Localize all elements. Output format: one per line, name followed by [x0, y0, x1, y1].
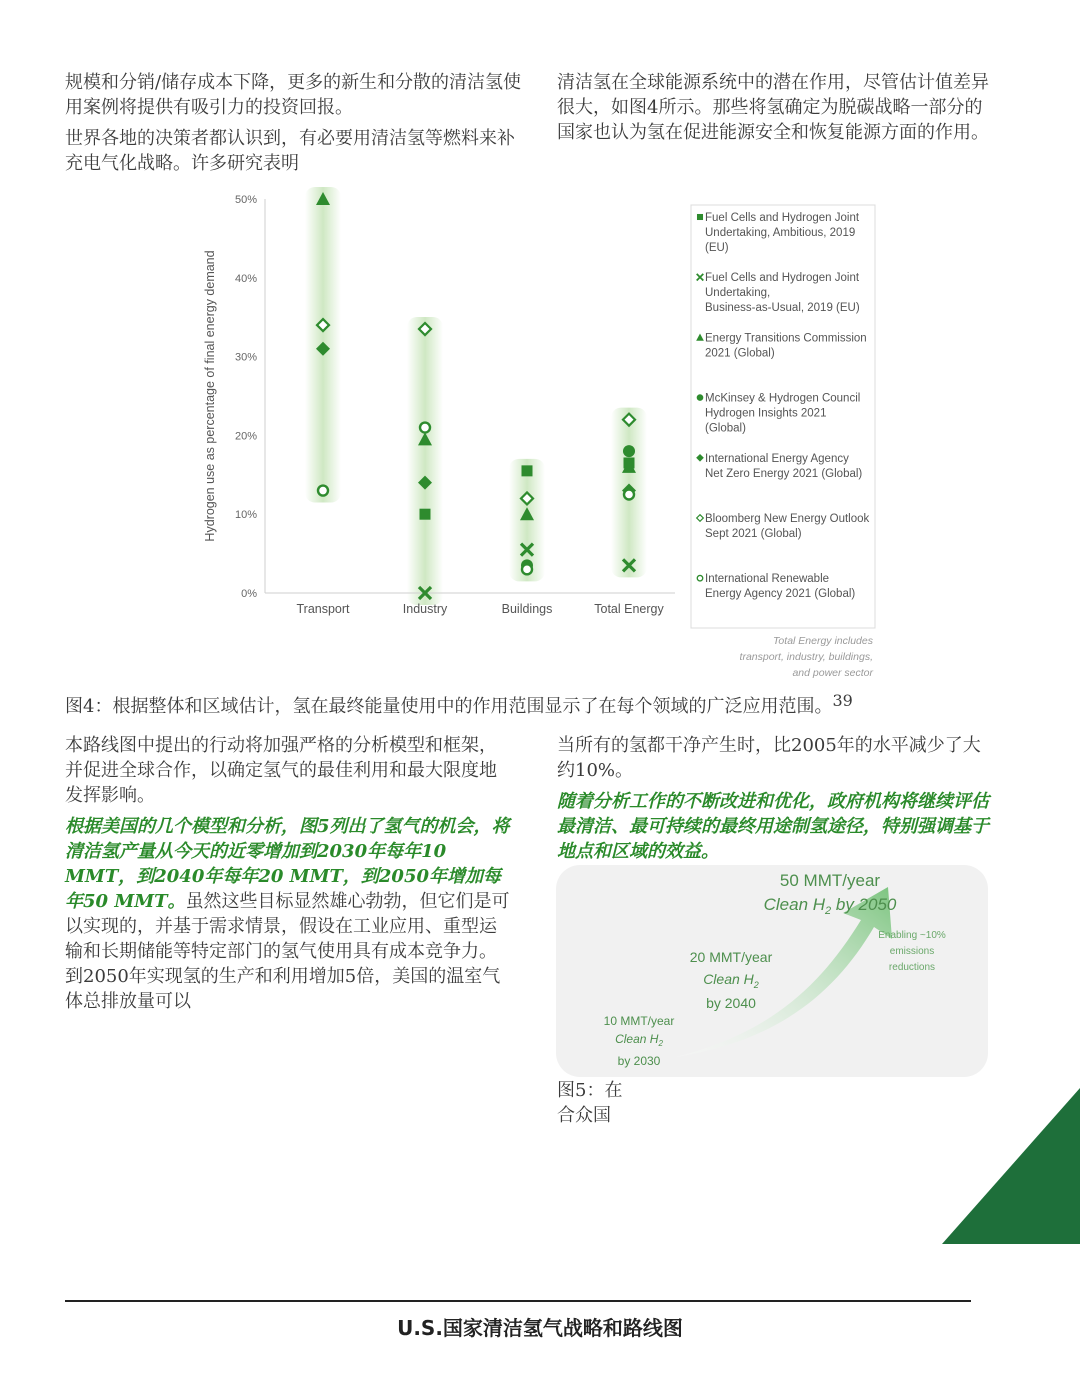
range-band — [407, 317, 443, 605]
top-right-column — [557, 70, 997, 151]
y-tick-label: 10% — [234, 509, 257, 522]
data-point — [624, 490, 634, 500]
figure-5-caption — [557, 1078, 757, 1128]
legend-marker — [697, 394, 704, 401]
legend-label: Sept 2021 (Global) — [705, 528, 802, 540]
label-2050-amount: 50 MMT/year — [779, 871, 881, 890]
data-point — [420, 509, 431, 520]
chart-note: Total Energy includes — [772, 635, 873, 647]
legend-label: Undertaking, Ambitious, 2019 — [705, 227, 856, 239]
corner-decoration — [942, 1088, 1080, 1244]
legend-label: McKinsey & Hydrogen Council — [705, 392, 861, 405]
data-point — [623, 445, 635, 457]
legend-marker — [697, 214, 703, 220]
chart-note: transport, industry, buildings, — [739, 651, 873, 663]
label-2040-year: by 2040 — [706, 995, 756, 1011]
label-2040-amount: 20 MMT/year — [689, 949, 773, 965]
y-axis-label: Hydrogen use as percentage of final energy demand — [203, 250, 217, 542]
legend-label: Net Zero Energy 2021 (Global) — [705, 467, 863, 480]
legend-label: International Renewable — [705, 573, 830, 586]
label-2040-clean: Clean $H_2$ — [703, 971, 759, 990]
x-tick-label: Buildings — [501, 602, 553, 616]
y-tick-label: 50% — [234, 194, 257, 206]
y-tick-label: 30% — [234, 351, 257, 364]
legend-marker-group — [697, 214, 703, 220]
legend-label: (Global) — [705, 422, 746, 435]
footer-title: U.S.国家清洁氢气战略和路线图 — [397, 1316, 683, 1340]
label-2030-clean: Clean $H_2$ — [615, 1032, 663, 1048]
footnote-ref: 39 — [832, 691, 853, 710]
data-point — [522, 564, 532, 574]
y-tick-label: 40% — [234, 272, 257, 285]
bottom-left-column — [65, 733, 513, 1020]
label-2030-year: by 2030 — [617, 1054, 661, 1068]
highlight-text: 根据美国的几个模型和分析，图5列出了氢气的机会，将清洁氢产量从今天的近零增加到2030年每年10 MMT，到2040年每年20 MMT，到2050年增加每年50 MMT。 — [65, 816, 510, 912]
chart-note: and power sector — [792, 667, 873, 679]
note-line-1: Enabling ~10% — [878, 930, 946, 941]
legend-label: Energy Transitions Commission — [705, 332, 867, 345]
legend-label: Hydrogen Insights 2021 — [705, 407, 827, 420]
legend-label: International Energy Agency — [705, 452, 849, 465]
legend-label: 2021 (Global) — [705, 347, 775, 360]
legend-label: Energy Agency 2021 (Global) — [705, 588, 856, 601]
paragraph: 规模和分销/储存成本下降，更多的新生和分散的清洁氢使用案例将提供有吸引力的投资回报。 — [65, 72, 522, 118]
legend-marker-group — [697, 394, 704, 401]
legend-label: Fuel Cells and Hydrogen Joint — [705, 272, 860, 285]
note-line-3: reductions — [888, 962, 936, 973]
x-tick-label: Industry — [402, 602, 448, 616]
data-point — [522, 465, 533, 476]
hydrogen-demand-chart — [195, 185, 885, 679]
label-2030-amount: 10 MMT/year — [603, 1014, 675, 1028]
legend-label: Undertaking, — [705, 287, 771, 300]
x-tick-label: Total Energy — [594, 602, 664, 616]
bottom-right-column — [557, 733, 989, 870]
paragraph-rest: 虽然这些目标显然雄心勃勃，但它们是可以实现的，并基于需求情景，假设在工业应用、重型运输和长期储能等特定部门的氢气使用具有成本竞争力。到2050年实现氢的生产和利用增加5倍，美国的温室气体总排放量可以 — [65, 891, 510, 1012]
paragraph: 清洁氢在全球能源系统中的潜在作用，尽管估计值差异很大，如图4所示。那些将氢确定为脱碳战略一部分的国家也认为氢在促进能源安全和恢复能源方面的作用。 — [557, 72, 989, 143]
legend-label: (EU) — [705, 242, 729, 254]
paragraph: 世界各地的决策者都认识到，有必要用清洁氢等燃料来补充电气化战略。许多研究表明 — [65, 128, 515, 174]
footer-rule — [65, 1300, 971, 1302]
hydrogen-targets-figure — [556, 865, 988, 1077]
x-tick-label: Transport — [296, 602, 350, 616]
data-point — [420, 423, 430, 433]
y-tick-label: 0% — [241, 588, 257, 600]
paragraph: 当所有的氢都干净产生时，比2005年的水平减少了大约10%。 — [557, 735, 981, 781]
paragraph — [65, 814, 513, 1014]
legend-marker-group — [697, 575, 703, 581]
y-tick-label: 20% — [234, 430, 257, 443]
legend-label: Fuel Cells and Hydrogen Joint — [705, 212, 860, 224]
data-point — [318, 486, 328, 496]
caption-line: 图5：在 — [557, 1080, 623, 1101]
paragraph: 本路线图中提出的行动将加强严格的分析模型和框架，并促进全球合作，以确定氢气的最佳利用和最大限度地发挥影响。 — [65, 735, 497, 806]
caption-text: 图4：根据整体和区域估计，氢在最终能量使用中的作用范围显示了在每个领域的广泛应用范围。 — [65, 696, 833, 717]
figure-4-caption — [65, 688, 1025, 719]
highlight-text: 随着分析工作的不断改进和优化，政府机构将继续评估最清洁、最可持续的最终用途制氢途径，特别强调基于地点和区域的效益。 — [557, 791, 989, 862]
top-left-column — [65, 70, 525, 182]
note-line-2: emissions — [889, 946, 935, 957]
legend-marker — [697, 575, 703, 581]
label-2050-clean: Clean $H_2$ by 2050 — [763, 895, 897, 917]
caption-line: 合众国 — [557, 1105, 611, 1126]
legend-label: Bloomberg New Energy Outlook — [705, 513, 870, 525]
legend-label: Business-as-Usual, 2019 (EU) — [705, 302, 860, 315]
